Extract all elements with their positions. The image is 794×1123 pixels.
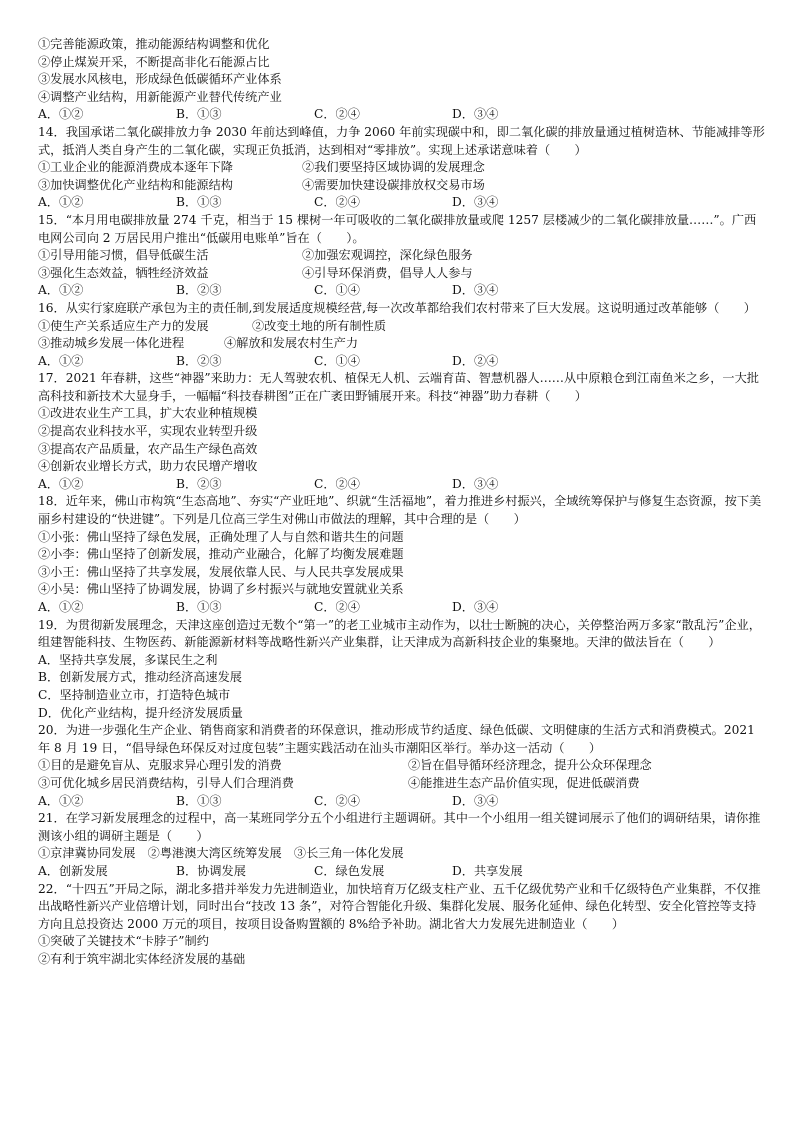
q17-option-1: ①改进农业生产工具，扩大农业种植规模 [38, 406, 258, 421]
q20-choice-d: D．③④ [452, 793, 499, 808]
q21-choice-d: D．共享发展 [452, 863, 523, 878]
q15-option-1: ①引导用能习惯，倡导低碳生活 [38, 248, 209, 263]
q13-choice-a: A．①② [38, 107, 84, 122]
q20-option-2: ②旨在倡导循环经济理念，提升公众环保理念 [408, 758, 652, 773]
q21-choice-b: B．协调发展 [176, 863, 246, 878]
q16-choice-d: D．②④ [452, 353, 499, 368]
q19-option-c: C．坚持制造业立市，打造特色城市 [38, 687, 231, 702]
q17-choice-d: D．③④ [452, 476, 499, 491]
q20-choice-a: A．①② [38, 793, 84, 808]
q18-choice-c: C．②④ [314, 600, 360, 614]
q20-option-1: ①目的是避免盲从、克服求异心理引发的消费 [38, 758, 282, 773]
q18-choices [38, 599, 766, 617]
q18-option-4: ④小吴：佛山坚持了协调发展，协调了乡村振兴与就地安置就业关系 [38, 582, 404, 597]
q22-stem: 22．“十四五”开局之际，湖北多措并举发力先进制造业，加快培育万亿级支柱产业、五千亿级优势产业和千亿级特色产业集群，不仅推出战略性新兴产业倍增计划，同时出台“技改 13 条”，对符合智能化升级、集群化发展、服务化延伸、绿色化转型、安全化管控等支持方向且总投资达 2000 万元的项目，按项目设备购置额的 8%给予补助。湖北省大力发展先进制造业（ ） [38, 881, 761, 931]
q21-choice-a: A．创新发展 [38, 863, 108, 878]
q19-option-d: D．优化产业结构，提升经济发展质量 [38, 705, 243, 720]
q22-option-1: ①突破了关键技术“卡脖子”制约 [38, 934, 209, 949]
q18-choice-d: D．③④ [452, 600, 499, 614]
q19-option-b: B．创新发展方式，推动经济高速发展 [38, 670, 242, 685]
q14-choice-b: B．①③ [176, 195, 222, 210]
q15-choices [38, 282, 766, 300]
q17-choice-c: C．②④ [314, 476, 360, 491]
q18-option-2: ②小李：佛山坚持了创新发展，推动产业融合，化解了均衡发展难题 [38, 547, 404, 562]
q20-option-3: ③可优化城乡居民消费结构，引导人们合理消费 [38, 775, 294, 790]
q16-choices [38, 353, 766, 371]
q16-options-row-1 [38, 318, 766, 336]
q17-option-4: ④创新农业增长方式，助力农民增产增收 [38, 459, 258, 474]
q16-choice-c: C．①④ [314, 353, 360, 368]
q13-option-4: ④调整产业结构，用新能源产业替代传统产业 [38, 89, 282, 104]
q16-choice-b: B．②③ [176, 353, 222, 368]
q13-choice-d: D．③④ [452, 107, 499, 122]
q15-stem: 15．“本月用电碳排放量 274 千克，相当于 15 棵树一年可吸收的二氧化碳排放量或爬 1257 层楼减少的二氧化碳排放量……”。广西电网公司向 2 万居民用户推出“低碳用电账单”旨在（ ）。 [38, 212, 757, 245]
q18-choice-b: B．①③ [176, 600, 222, 614]
q16-options-row-2 [38, 335, 766, 353]
q14-option-1: ①工业企业的能源消费成本逐年下降 [38, 160, 233, 175]
q15-choice-a: A．①② [38, 283, 84, 298]
q16-option-3: ③推动城乡发展一体化进程 [38, 336, 185, 351]
q15-option-2: ②加强宏观调控，深化绿色服务 [302, 248, 473, 263]
q17-choice-a: A．①② [38, 476, 84, 491]
q16-stem: 16．从实行家庭联产承包为主的责任制,到发展适度规模经营,每一次改革都给我们农村带来了巨大发展。这说明通过改革能够（ ） [38, 300, 756, 315]
q14-option-4: ④需要加快建设碳排放权交易市场 [302, 177, 485, 192]
q20-options-row-2 [38, 775, 766, 793]
q15-options-row-2 [38, 265, 766, 283]
q16-option-1: ①使生产关系适应生产力的发展 [38, 318, 209, 333]
q22-option-2: ②有利于筑牢湖北实体经济发展的基础 [38, 951, 246, 966]
q15-option-3: ③强化生态效益，牺牲经济效益 [38, 265, 209, 280]
q13-option-2: ②停止煤炭开采，不断提高非化石能源占比 [38, 54, 270, 69]
q20-choices [38, 793, 766, 811]
q20-stem: 20．为进一步强化生产企业、销售商家和消费者的环保意识，推动形成节约适度、绿色低碳、文明健康的生活方式和消费模式。2021 年 8 月 19 日，“倡导绿色环保反对过度包装”主题实践活动在汕头市潮阳区举行。举办这一活动（ ） [38, 723, 755, 755]
q14-choice-c: C．②④ [314, 195, 360, 210]
q20-options-row-1 [38, 757, 766, 775]
q13-option-1: ①完善能源政策，推动能源结构调整和优化 [38, 37, 270, 51]
q16-choice-a: A．①② [38, 353, 84, 368]
q15-option-4: ④引导环保消费，倡导人人参与 [302, 265, 473, 280]
q14-options-row-1 [38, 159, 766, 177]
q17-choice-b: B．②③ [176, 476, 222, 491]
q20-choice-c: C．②④ [314, 793, 360, 808]
q15-choice-c: C．①④ [314, 283, 360, 298]
q21-choices [38, 863, 766, 881]
q13-choice-b: B．①③ [176, 107, 222, 122]
q18-stem: 18．近年来，佛山市构筑“生态高地”、夯实“产业旺地”、织就“生活福地”，着力推进乡村振兴，全域统筹保护与修复生态资源，按下美丽乡村建设的“快进键”。下列是几位高三学生对佛山市做法的理解，其中合理的是（ ） [38, 494, 762, 527]
q21-keywords: ①京津冀协同发展 ②粤港澳大湾区统筹发展 ③长三角一体化发展 [38, 846, 404, 861]
q20-option-4: ④能推进生态产品价值实现，促进低碳消费 [408, 775, 640, 790]
q14-stem: 14．我国承诺二氧化碳排放力争 2030 年前达到峰值，力争 2060 年前实现碳中和，即二氧化碳的排放量通过植树造林、节能减排等形式，抵消人类自身产生的二氧化碳，实现正负抵消，达到相对“零排放”。实现上述承诺意味着（ ） [38, 124, 765, 157]
q17-option-2: ②提高农业科技水平，实现农业转型升级 [38, 424, 258, 439]
q15-choice-d: D．③④ [452, 283, 499, 298]
q21-choice-c: C．绿色发展 [314, 863, 385, 878]
q14-choices [38, 194, 766, 212]
q15-options-row-1 [38, 247, 766, 265]
q14-option-2: ②我们要坚持区域协调的发展理念 [302, 160, 485, 175]
q14-option-3: ③加快调整优化产业结构和能源结构 [38, 177, 233, 192]
q15-choice-b: B．②③ [176, 283, 222, 298]
q14-choice-d: D．③④ [452, 195, 499, 210]
q18-option-3: ③小王：佛山坚持了共享发展，发展依靠人民、与人民共享发展成果 [38, 564, 404, 579]
q20-choice-b: B．①③ [176, 793, 222, 808]
q21-stem: 21．在学习新发展理念的过程中，高一某班同学分五个小组进行主题调研。其中一个小组用一组关键词展示了他们的调研结果，请你推测该小组的调研主题是（ ） [38, 811, 761, 843]
q14-choice-a: A．①② [38, 195, 84, 210]
q19-option-a: A．坚持共享发展，多谋民生之利 [38, 652, 218, 667]
q14-options-row-2 [38, 177, 766, 195]
q17-option-3: ③提高农产品质量，农产品生产绿色高效 [38, 441, 258, 456]
q18-choice-a: A．①② [38, 600, 84, 614]
q19-stem: 19．为贯彻新发展理念，天津这座创造过无数个“第一”的老工业城市主动作为，以壮士断腕的决心，关停整治两万多家“散乱污”企业，组建智能科技、生物医药、新能源新材料等战略性新兴产业集群，让天津成为高新科技企业的集聚地。天津的做法旨在（ ） [38, 617, 761, 650]
q13-option-3: ③发展水风核电，形成绿色低碳循环产业体系 [38, 72, 282, 87]
q17-choices [38, 476, 766, 494]
q13-choices [38, 106, 766, 124]
q18-option-1: ①小张：佛山坚持了绿色发展，正确处理了人与自然和谐共生的问题 [38, 529, 404, 544]
q17-stem: 17．2021 年春耕，这些“神器”来助力：无人驾驶农机、植保无人机、云端育苗、智慧机器人……从中原粮仓到江南鱼米之乡，一大批高科技和新技术大显身手，一幅幅“科技春耕图”正在广袤田野铺展开来。科技“神器”助力春耕（ ） [38, 371, 759, 403]
q16-option-4: ④解放和发展农村生产力 [224, 336, 359, 351]
q16-option-2: ②改变土地的所有制性质 [252, 318, 387, 333]
q13-choice-c: C．②④ [314, 107, 360, 122]
